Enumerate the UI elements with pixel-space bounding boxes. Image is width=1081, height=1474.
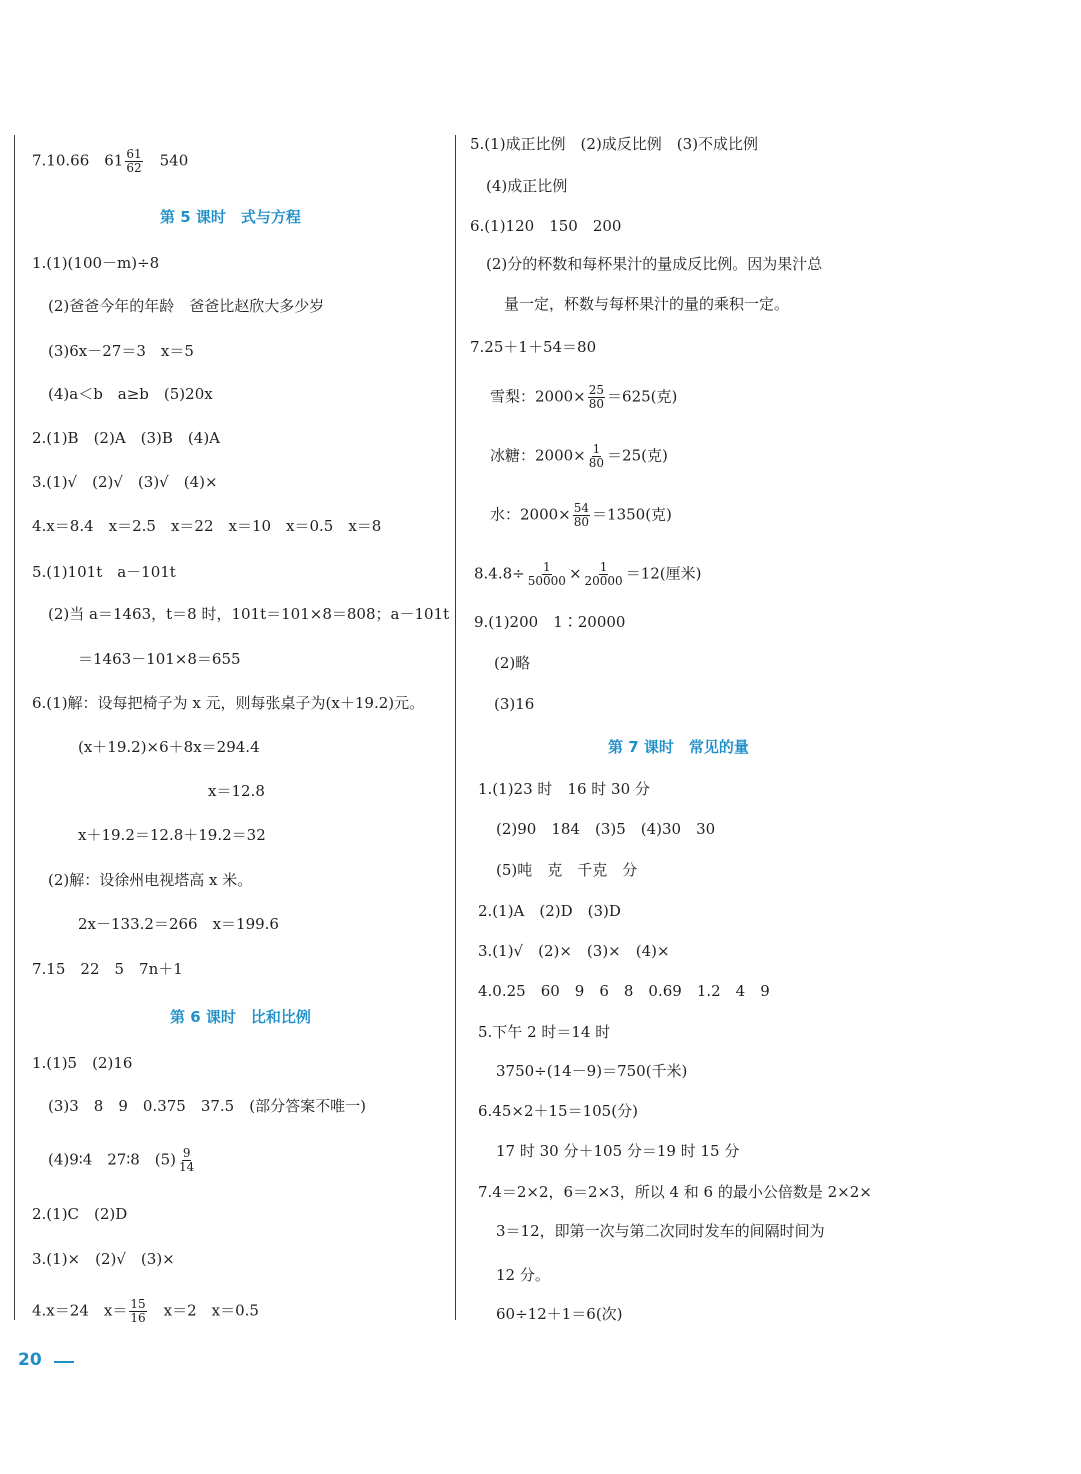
answer-line: 7.15 22 5 7n＋1 [32, 960, 183, 978]
section-heading: 第 5 课时 式与方程 [160, 208, 301, 226]
answer-line: 2x－133.2＝266 x＝199.6 [78, 915, 279, 933]
answer-line: 17 时 30 分＋105 分＝19 时 15 分 [496, 1142, 740, 1160]
fraction: $\frac{1}{50000}$ [527, 560, 566, 588]
fraction: $\frac{1}{80}$ [588, 442, 605, 470]
answer-line: 4.x＝8.4 x＝2.5 x＝22 x＝10 x＝0.5 x＝8 [32, 517, 382, 535]
answer-line: ＝1463－101×8＝655 [78, 650, 241, 668]
answer-line: 4.0.25 60 9 6 8 0.69 1.2 4 9 [478, 982, 770, 1000]
answer-line: 8.4.8÷ $\frac{1}{50000}$ × $\frac{1}{20000}$ ＝12(厘米) [474, 560, 702, 588]
answer-line: (2)当 a＝1463，t＝8 时，101t＝101×8＝808；a－101t [48, 605, 450, 623]
answer-line: 60÷12＋1＝6(次) [496, 1305, 623, 1323]
fraction: $\frac{15}{16}$ [130, 1297, 146, 1325]
answer-line: 1.(1)(100－m)÷8 [32, 254, 160, 272]
answer-line: x＋19.2＝12.8＋19.2＝32 [78, 826, 266, 844]
section-heading: 第 6 课时 比和比例 [170, 1008, 311, 1026]
answer-line: (2)爸爸今年的年龄 爸爸比赵欣大多少岁 [48, 297, 325, 315]
answer-line: 6.(1)解：设每把椅子为 x 元，则每张桌子为(x＋19.2)元。 [32, 694, 425, 712]
answer-line: 5.下午 2 时＝14 时 [478, 1023, 611, 1041]
answer-line: 3750÷(14－9)＝750(千米) [496, 1062, 688, 1080]
answer-line: 3＝12，即第一次与第二次同时发车的间隔时间为 [496, 1222, 825, 1240]
page-number-dash [54, 1361, 74, 1363]
answer-line: (2)解：设徐州电视塔高 x 米。 [48, 871, 253, 889]
answer-line: 冰糖：2000× $\frac{1}{80}$ ＝25(克) [490, 442, 668, 470]
answer-line: (3)6x－27＝3 x＝5 [48, 342, 194, 360]
answer-line: 3.(1)× (2)√ (3)× [32, 1250, 175, 1268]
column-divider [455, 135, 456, 1320]
answer-line: (3)3 8 9 0.375 37.5 (部分答案不唯一) [48, 1097, 366, 1115]
fraction: $\frac{1}{20000}$ [584, 560, 623, 588]
fraction: $\frac{9}{14}$ [179, 1146, 195, 1174]
answer-line: 5.(1)101t a－101t [32, 563, 176, 581]
answer-line: (2)略 [494, 654, 531, 672]
answer-line: 3.(1)√ (2)× (3)× (4)× [478, 942, 670, 960]
answer-line: (4)a＜b a≥b (5)20x [48, 385, 213, 403]
answer-line: 7.25＋1＋54＝80 [470, 338, 597, 356]
answer-line: 5.(1)成正比例 (2)成反比例 (3)不成比例 [470, 135, 759, 153]
fraction: $\frac{25}{80}$ [588, 383, 605, 411]
answer-line: 雪梨：2000× $\frac{25}{80}$ ＝625(克) [490, 383, 678, 411]
answer-line: 7.10.66 61 $\frac{61}{62}$ 540 [32, 147, 189, 175]
fraction: $\frac{54}{80}$ [573, 501, 590, 529]
fraction: $\frac{61}{62}$ [126, 147, 142, 175]
answer-line: 2.(1)C (2)D [32, 1205, 128, 1223]
answer-line: 2.(1)A (2)D (3)D [478, 902, 621, 920]
answer-line: (x＋19.2)×6＋8x＝294.4 [78, 738, 260, 756]
answer-line: 4.x＝24 x＝ $\frac{15}{16}$ x＝2 x＝0.5 [32, 1297, 259, 1325]
answer-line: 9.(1)200 1∶20000 [474, 613, 626, 631]
answer-line: (4)成正比例 [486, 177, 568, 195]
answer-line: 7.4＝2×2，6＝2×3，所以 4 和 6 的最小公倍数是 2×2× [478, 1183, 872, 1201]
answer-line: (4)9∶4 27∶8 (5) $\frac{9}{14}$ [48, 1146, 195, 1174]
answer-line: 3.(1)√ (2)√ (3)√ (4)× [32, 473, 218, 491]
answer-line: 量一定，杯数与每杯果汁的量的乘积一定。 [504, 295, 790, 313]
left-margin-rule [14, 135, 15, 1320]
answer-line: 12 分。 [496, 1266, 550, 1284]
answer-line: 6.45×2＋15＝105(分) [478, 1102, 638, 1120]
page-number: 20 [18, 1350, 42, 1370]
answer-line: 1.(1)23 时 16 时 30 分 [478, 780, 650, 798]
answer-line: x＝12.8 [208, 782, 265, 800]
answer-line: 2.(1)B (2)A (3)B (4)A [32, 429, 221, 447]
answer-line: 水：2000× $\frac{54}{80}$ ＝1350(克) [490, 501, 672, 529]
answer-line: 1.(1)5 (2)16 [32, 1054, 133, 1072]
answer-line: (2)分的杯数和每杯果汁的量成反比例。因为果汁总 [486, 255, 823, 273]
answer-line: (5)吨 克 千克 分 [496, 861, 638, 879]
answer-line: (3)16 [494, 695, 535, 713]
answer-line: (2)90 184 (3)5 (4)30 30 [496, 820, 716, 838]
answer-line: 6.(1)120 150 200 [470, 217, 622, 235]
section-heading: 第 7 课时 常见的量 [608, 738, 749, 756]
